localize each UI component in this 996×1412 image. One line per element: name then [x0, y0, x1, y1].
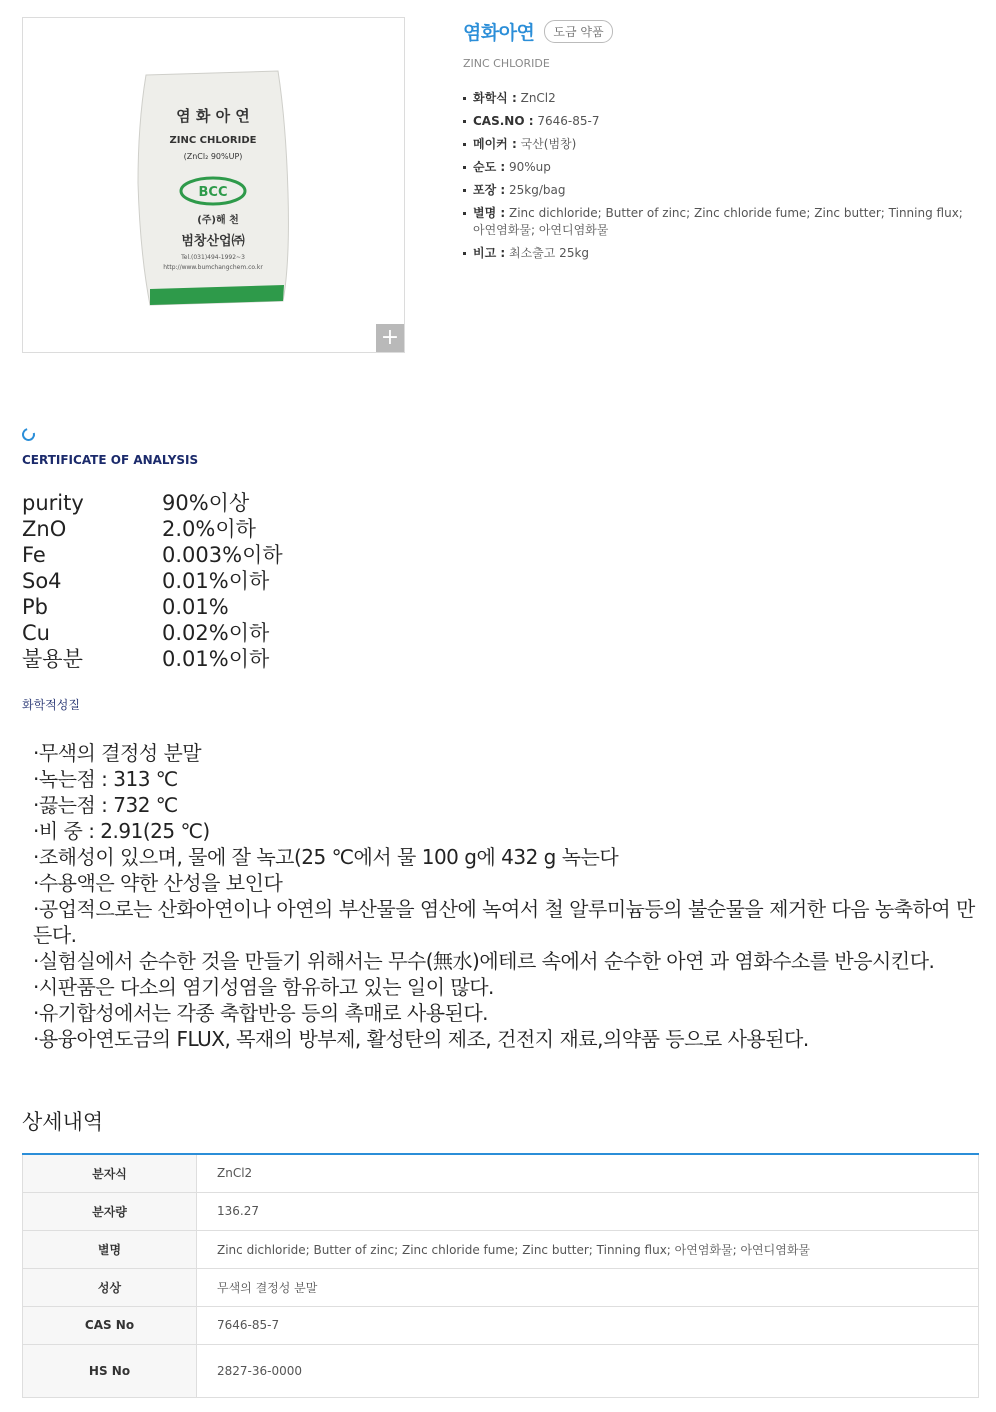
chem-item: ·비 중 : 2.91(25 ℃)	[33, 819, 210, 843]
table-row	[23, 1306, 979, 1344]
table-row	[23, 1154, 979, 1192]
spec-value: ZnCl2	[520, 91, 556, 105]
product-image-frame	[22, 17, 405, 353]
spec-label: 화학식 :	[473, 91, 517, 105]
coa-value: 0.003%이하	[162, 543, 283, 567]
chem-properties-title: 화학적성질	[22, 698, 80, 712]
spec-label: 포장 :	[473, 183, 506, 197]
spec-label: 메이커 :	[473, 137, 517, 151]
chem-item: ·시판품은 다소의 염기성염을 함유하고 있는 일이 많다.	[33, 975, 494, 999]
zoom-button[interactable]: +	[376, 324, 404, 352]
coa-row	[22, 516, 283, 542]
bag-name-ko: 염 화 아 연	[176, 107, 250, 125]
spec-value: Zinc dichloride; Butter of zinc; Zinc chloride fume; Zinc butter; Tinning flux; 아연염화물; 아연디염화물	[473, 206, 963, 237]
coa-value: 0.02%이하	[162, 621, 270, 645]
spec-item	[463, 136, 973, 153]
bag-company: 범창산업㈜	[181, 234, 245, 249]
spec-item	[463, 90, 973, 107]
row-value: 7646-85-7	[197, 1306, 979, 1344]
spec-label: 순도 :	[473, 160, 506, 174]
spec-label: CAS.NO :	[473, 114, 534, 128]
chem-item: ·용융아연도금의 FLUX, 목재의 방부제, 활성탄의 제조, 건전지 재료,의약품 등으로 사용된다.	[33, 1027, 809, 1051]
table-row	[23, 1192, 979, 1230]
spec-label: 비고 :	[473, 246, 506, 260]
bag-maker: (주)해 천	[197, 215, 239, 226]
chem-item: ·끓는점 : 732 ℃	[33, 793, 178, 817]
spec-item	[463, 205, 973, 239]
product-name: 염화아연	[463, 22, 535, 44]
chem-item: ·공업적으로는 산화아연이나 아연의 부산물을 염산에 녹여서 철 알루미늄등의 불순물을 제거한 다음 농축하여 만든다.	[33, 897, 975, 947]
table-row	[23, 1344, 979, 1397]
coa-row	[22, 646, 283, 672]
spec-label: 별명 :	[473, 206, 506, 220]
spec-item	[463, 245, 973, 262]
spec-item	[463, 113, 973, 130]
row-header: 분자량	[23, 1192, 197, 1230]
bag-tel: Tel.(031)494-1992~3	[181, 254, 245, 261]
spec-item	[463, 182, 973, 199]
chem-properties-list	[33, 740, 978, 1052]
coa-value: 2.0%이하	[162, 517, 256, 541]
bag-url: http://www.bumchangchem.co.kr	[163, 264, 263, 271]
spec-value: 국산(범창)	[520, 137, 577, 151]
spec-value: 7646-85-7	[537, 114, 600, 128]
loading-circle-icon	[20, 426, 38, 444]
chem-item: ·조해성이 있으며, 물에 잘 녹고(25 ℃에서 물 100 g에 432 g 녹는다	[33, 845, 619, 869]
product-english-name: ZINC CHLORIDE	[463, 57, 550, 70]
coa-table	[22, 490, 283, 672]
row-header: 분자식	[23, 1154, 197, 1192]
chem-item: ·유기합성에서는 각종 축합반응 등의 촉매로 사용된다.	[33, 1001, 489, 1025]
chem-item: ·수용액은 약한 산성을 보인다	[33, 871, 283, 895]
bag-name-en: ZINC CHLORIDE	[169, 135, 257, 146]
coa-key: purity	[22, 491, 84, 515]
coa-row	[22, 620, 283, 646]
coa-value: 90%이상	[162, 491, 250, 515]
spec-item	[463, 159, 973, 176]
coa-value: 0.01%이하	[162, 647, 270, 671]
spec-list	[463, 90, 973, 262]
spec-value: 최소출고 25kg	[509, 246, 590, 260]
coa-title: CERTIFICATE OF ANALYSIS	[22, 453, 199, 467]
detail-table	[22, 1153, 979, 1398]
coa-key: Cu	[22, 621, 50, 645]
product-info	[463, 18, 973, 268]
table-row	[23, 1230, 979, 1268]
row-header: 성상	[23, 1268, 197, 1306]
row-header: HS No	[23, 1344, 197, 1397]
coa-row	[22, 490, 283, 516]
spec-value: 90%up	[509, 160, 551, 174]
coa-value: 0.01%이하	[162, 569, 270, 593]
row-value: 136.27	[197, 1192, 979, 1230]
row-value: 2827-36-0000	[197, 1344, 979, 1397]
bag-brand: BCC	[198, 185, 228, 200]
coa-key: So4	[22, 569, 62, 593]
product-image	[128, 63, 298, 313]
coa-key: Pb	[22, 595, 48, 619]
coa-key: Fe	[22, 543, 46, 567]
chem-item: ·실험실에서 순수한 것을 만들기 위해서는 무수(無水)에테르 속에서 순수한 아연 과 염화수소를 반응시킨다.	[33, 949, 935, 973]
row-header: 별명	[23, 1230, 197, 1268]
row-value: ZnCl2	[197, 1154, 979, 1192]
coa-row	[22, 568, 283, 594]
coa-key: 불용분	[22, 647, 83, 671]
coa-row	[22, 594, 283, 620]
chem-item: ·녹는점 : 313 ℃	[33, 767, 178, 791]
category-badge[interactable]: 도금 약품	[544, 20, 612, 43]
row-value: Zinc dichloride; Butter of zinc; Zinc chloride fume; Zinc butter; Tinning flux; 아연염화물; 아연디염화물	[197, 1230, 979, 1268]
chem-item: ·무색의 결정성 분말	[33, 741, 202, 765]
row-header: CAS No	[23, 1306, 197, 1344]
table-row	[23, 1268, 979, 1306]
row-value: 무색의 결정성 분말	[197, 1268, 979, 1306]
coa-key: ZnO	[22, 517, 67, 541]
coa-row	[22, 542, 283, 568]
detail-title: 상세내역	[22, 1110, 104, 1134]
bag-formula: (ZnCl₂ 90%UP)	[183, 152, 243, 161]
coa-value: 0.01%	[162, 595, 229, 619]
spec-value: 25kg/bag	[509, 183, 566, 197]
